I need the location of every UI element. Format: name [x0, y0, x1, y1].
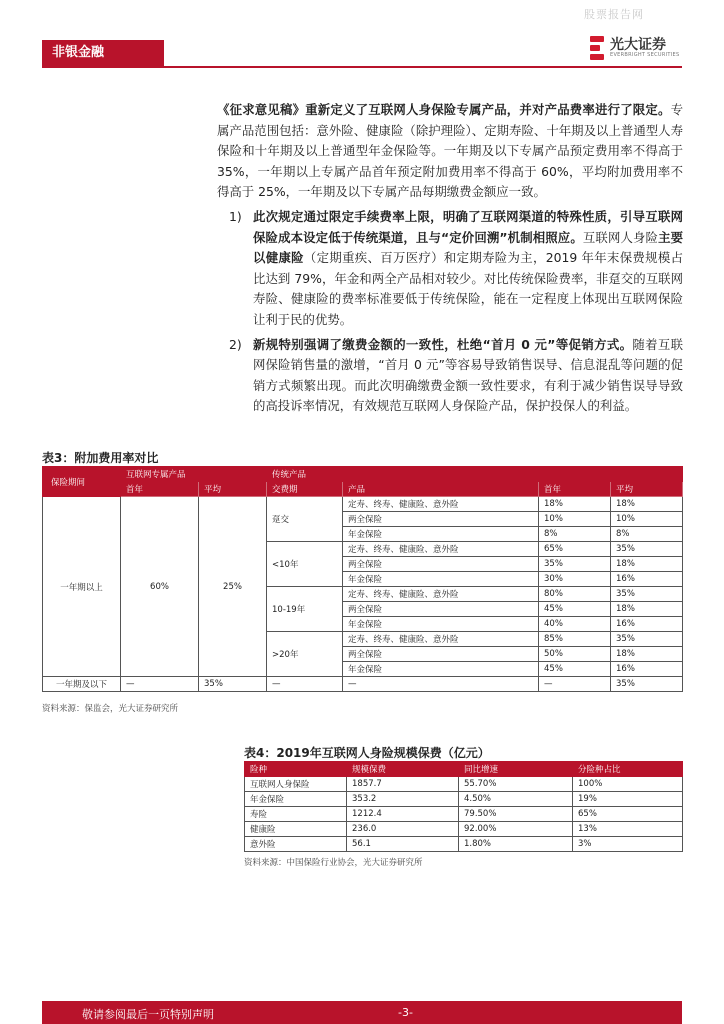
item2-rest: 随着互联网保险销售量的激增，“首月 0 元”等容易导致销售误导、信息混乱等问题的促销方式频繁出现。而此次明确缴费金额一致性要求，有利于减少销售误导导致的高投诉率情况，有效规范互联网人身保险产品，保护投保人的利益。 — [253, 336, 683, 414]
table4-body — [245, 777, 683, 852]
period-cell: 一年期以上 — [43, 497, 121, 677]
avg-cell: 16% — [611, 572, 683, 587]
header-period: 保险期间 — [43, 467, 121, 497]
first-cell: 85% — [539, 632, 611, 647]
first-cell: 45% — [539, 602, 611, 617]
list-item — [217, 335, 683, 417]
company-logo — [590, 34, 690, 64]
first-cell: 40% — [539, 617, 611, 632]
header-first-year2: 首年 — [539, 482, 611, 497]
footer-disclaimer: 敬请参阅最后一页特别声明 — [82, 1008, 214, 1021]
product-cell: 年金保险 — [343, 617, 539, 632]
avg-cell: 16% — [611, 662, 683, 677]
table3-body — [43, 497, 683, 692]
header-first-year: 首年 — [121, 482, 199, 497]
cell: 56.1 — [347, 837, 459, 852]
section-label: 非银金融 — [42, 40, 164, 66]
cell: — — [343, 677, 539, 692]
cell: 健康险 — [245, 822, 347, 837]
avg-cell: 35% — [611, 587, 683, 602]
logo-icon — [590, 36, 604, 60]
item2-bold: 新规特别强调了缴费金额的一致性，杜绝“首月 0 元”等促销方式。 — [253, 336, 633, 352]
product-cell: 两全保险 — [343, 647, 539, 662]
avg-cell: 18% — [611, 497, 683, 512]
header-divider — [42, 66, 682, 68]
item1-rest: （定期重疾、百万医疗）和定期寿险为主，2019 年年末保费规模占比达到 79%，年金和两全产品相对较少。对比传统保险费率，非趸交的互联网寿险、健康险的费率标准要低于传统保险，能在一定程度上体现出互联网保险让利于民的优势。 — [253, 250, 683, 327]
avg-cell: 35% — [611, 632, 683, 647]
intro-rest: 专属产品范围包括：意外险、健康险（除护理险）、定期寿险、十年期及以上普通型人寿保险和十年期及以上普通型年金保险等。一年期及以下专属产品预定费用率不得高于 35%，一年期以上专属产品首年预定附加费用率不得高于 60%，平均附加费用率不得高于 25%，一年期及以下专属产品每期缴费金额应一致。 — [217, 102, 683, 200]
header-cell: 同比增速 — [459, 762, 573, 777]
cell: — — [539, 677, 611, 692]
cell: 35% — [611, 677, 683, 692]
avg-cell: 18% — [611, 647, 683, 662]
cell: — — [267, 677, 343, 692]
avg-cell: 18% — [611, 557, 683, 572]
product-cell: 定寿、终寿、健康险、意外险 — [343, 497, 539, 512]
payment-cell: <10年 — [267, 542, 343, 587]
header-payment: 交费期 — [267, 482, 343, 497]
table-header-row — [245, 762, 683, 777]
table3-title: 表3：附加费用率对比 — [42, 451, 159, 465]
avg-cell: 35% — [611, 542, 683, 557]
watermark: 股票报告网 — [584, 8, 644, 21]
first-cell: 65% — [539, 542, 611, 557]
list-number: 1) — [229, 208, 242, 224]
item1-part2: 互联网人身险 — [582, 229, 659, 245]
logo-subtitle: EVERBRIGHT SECURITIES — [610, 52, 680, 58]
first-cell: 50% — [539, 647, 611, 662]
header-average: 平均 — [199, 482, 267, 497]
product-cell: 年金保险 — [343, 527, 539, 542]
payment-cell: 趸交 — [267, 497, 343, 542]
cell: 19% — [573, 792, 683, 807]
product-cell: 年金保险 — [343, 662, 539, 677]
cell: 79.50% — [459, 807, 573, 822]
cell: 寿险 — [245, 807, 347, 822]
cell: 1212.4 — [347, 807, 459, 822]
product-cell: 年金保险 — [343, 572, 539, 587]
table-row — [245, 792, 683, 807]
cell: 65% — [573, 807, 683, 822]
first-year-cell: 60% — [121, 497, 199, 677]
payment-cell: 10-19年 — [267, 587, 343, 632]
header-cell: 分险种占比 — [573, 762, 683, 777]
header-average2: 平均 — [611, 482, 683, 497]
cell: 13% — [573, 822, 683, 837]
payment-cell: >20年 — [267, 632, 343, 677]
cell: 55.70% — [459, 777, 573, 792]
intro-paragraph — [217, 100, 683, 203]
avg-cell: 18% — [611, 602, 683, 617]
page-number: -3- — [398, 1006, 413, 1019]
cell: 92.00% — [459, 822, 573, 837]
header-internet: 互联网专属产品 — [121, 467, 267, 482]
avg-cell: 16% — [611, 617, 683, 632]
table-row — [245, 807, 683, 822]
body-text — [217, 100, 683, 417]
cell: 互联网人身保险 — [245, 777, 347, 792]
first-cell: 80% — [539, 587, 611, 602]
intro-bold: 《征求意见稿》重新定义了互联网人身保险专属产品，并对产品费率进行了限定。 — [217, 102, 671, 117]
header-product: 产品 — [343, 482, 539, 497]
cell: 4.50% — [459, 792, 573, 807]
average-cell: 25% — [199, 497, 267, 677]
first-cell: 30% — [539, 572, 611, 587]
table3-source: 资料来源：保监会，光大证券研究所 — [42, 704, 179, 714]
table4-title: 表4：2019年互联网人身险规模保费（亿元） — [244, 746, 490, 760]
item1-bold2: 主要以健康险 — [253, 229, 684, 266]
cell: 236.0 — [347, 822, 459, 837]
first-cell: 10% — [539, 512, 611, 527]
product-cell: 定寿、终寿、健康险、意外险 — [343, 587, 539, 602]
cell: 1857.7 — [347, 777, 459, 792]
cell: 意外险 — [245, 837, 347, 852]
cell: 100% — [573, 777, 683, 792]
cell: 一年期及以下 — [43, 677, 121, 692]
first-cell: 8% — [539, 527, 611, 542]
logo-name: 光大证券 — [610, 37, 666, 53]
avg-cell: 10% — [611, 512, 683, 527]
cell: 35% — [199, 677, 267, 692]
product-cell: 两全保险 — [343, 512, 539, 527]
table-row — [245, 777, 683, 792]
table-row — [245, 822, 683, 837]
header-cell: 险种 — [245, 762, 347, 777]
table-row — [245, 837, 683, 852]
table-header-row — [43, 467, 683, 482]
product-cell: 两全保险 — [343, 602, 539, 617]
cell: 353.2 — [347, 792, 459, 807]
table3 — [42, 466, 683, 692]
table4-source: 资料来源：中国保险行业协会，光大证券研究所 — [244, 858, 423, 868]
list-item — [217, 207, 683, 331]
header-traditional: 传统产品 — [267, 467, 683, 482]
first-cell: 35% — [539, 557, 611, 572]
cell: 年金保险 — [245, 792, 347, 807]
table-header-row — [43, 482, 683, 497]
first-cell: 18% — [539, 497, 611, 512]
header-cell: 规模保费 — [347, 762, 459, 777]
cell: 1.80% — [459, 837, 573, 852]
item1-bold: 此次规定通过限定手续费率上限，明确了互联网渠道的特殊性质，引导互联网保险成本设定低于传统渠道，且与“定价回溯”机制相照应。 — [253, 208, 683, 245]
product-cell: 定寿、终寿、健康险、意外险 — [343, 632, 539, 647]
cell: 3% — [573, 837, 683, 852]
table-row — [43, 677, 683, 692]
list-number: 2) — [229, 336, 242, 352]
product-cell: 定寿、终寿、健康险、意外险 — [343, 542, 539, 557]
avg-cell: 8% — [611, 527, 683, 542]
first-cell: 45% — [539, 662, 611, 677]
cell: — — [121, 677, 199, 692]
product-cell: 两全保险 — [343, 557, 539, 572]
table4 — [244, 761, 683, 852]
table-row — [43, 497, 683, 512]
